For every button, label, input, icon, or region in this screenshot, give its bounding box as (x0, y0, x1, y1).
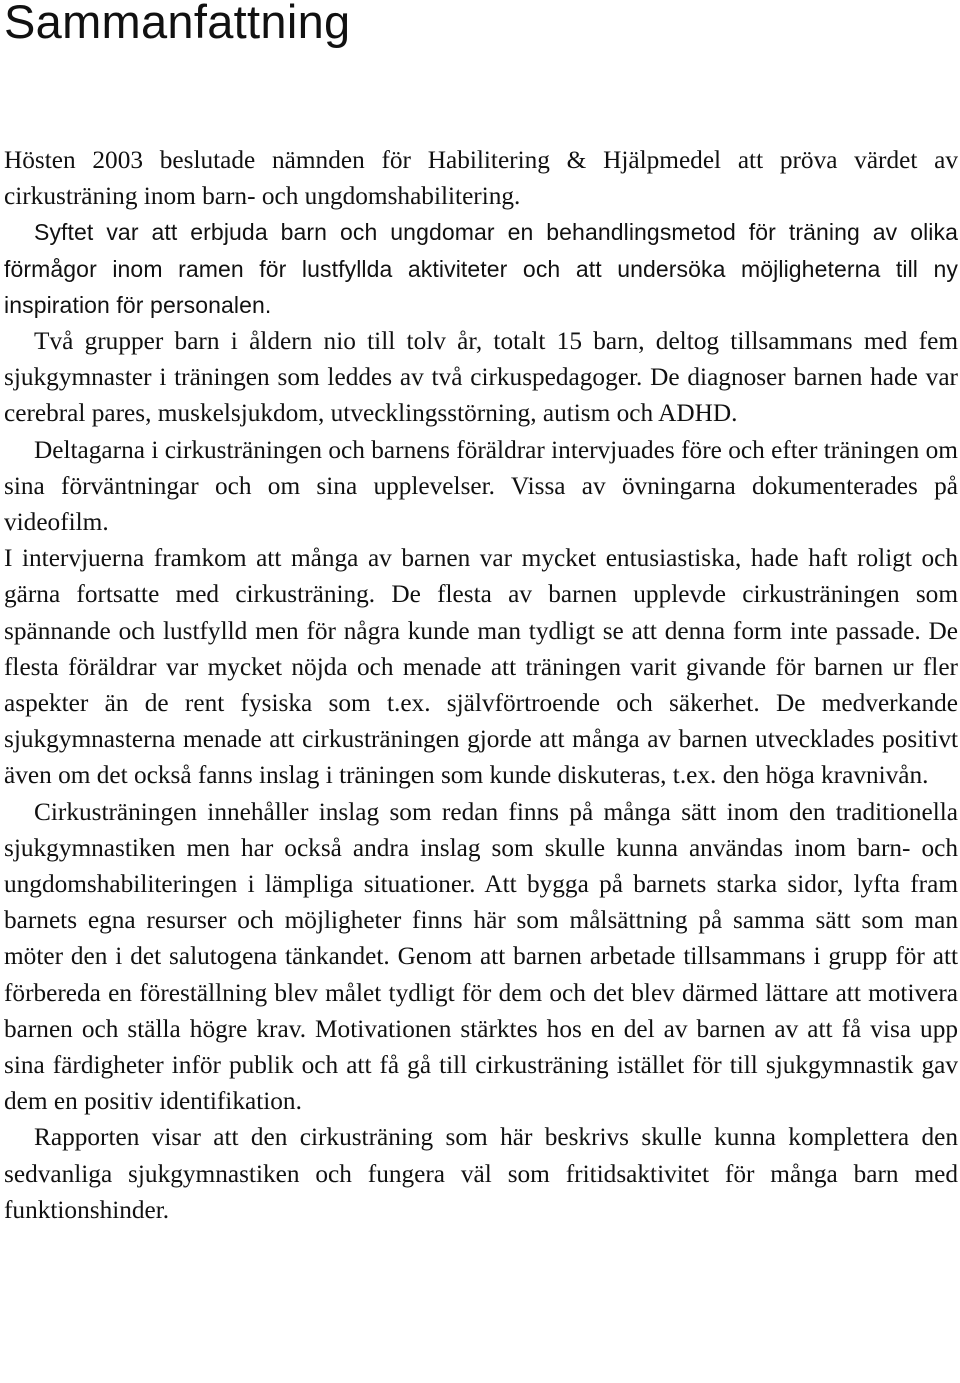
paragraph-discussion: Cirkusträningen innehåller inslag som redan finns på många sätt inom den traditionella sjukgymnastiken men har också andra inslag som skulle kunna användas inom barn- och ungdomshabiliteringen i lämpliga situationer. Att bygga på barnets starka sidor, lyfta fram barnets egna resurser och möjligheter finns här som målsättning på samma sätt som man möter den i det salutogena tänkandet. Genom att barnen arbetade tillsammans i grupp för att förbereda en föreställning blev målet tydligt för dem och det blev därmed lättare att motivera barnen och ställa högre krav. Motivationen stärktes hos en del av barnen av att få visa upp sina färdigheter inför publik och att få gå till cirkusträning istället för till sjukgymnastik gav dem en positiv identifikation. (4, 797, 958, 1116)
paragraph-conclusion: Rapporten visar att den cirkusträning som här beskrivs skulle kunna komplettera den sedvanliga sjukgymnastiken och fungera väl som fritidsaktivitet för många barn med funktionshinder. (4, 1123, 958, 1224)
paragraph-intro: Hösten 2003 beslutade nämnden för Habilitering & Hjälpmedel att pröva värdet av cirkusträning inom barn- och ungdomshabilitering. (4, 146, 958, 211)
paragraph-results: I intervjuerna framkom att många av barnen var mycket entusiastiska, hade haft roligt och gärna fortsatte med cirkusträning. De flesta av barnen upplevde cirkusträningen som spännande och lustfylld men för några kunde man tydligt se att denna form inte passade. De flesta föräldrar var mycket nöjda och menade att träningen varit givande för barnen ur fler aspekter än de rent fysiska som t.ex. självförtroende och säkerhet. De medverkande sjukgymnasterna menade att cirkusträningen gjorde att många av barnen utvecklades positivt även om det också fanns inslag i träningen som kunde diskuteras, t.ex. den höga kravnivån. (4, 544, 958, 790)
page-title: Sammanfattning (4, 0, 351, 48)
summary-body (4, 142, 958, 1228)
document-page (4, 0, 958, 1224)
paragraph-participants: Två grupper barn i åldern nio till tolv år, totalt 15 barn, deltog tillsammans med fem sjukgymnaster i träningen som leddes av två cirkuspedagoger. De diagnoser barnen hade var cerebral pares, muskelsjukdom, utvecklingsstörning, autism och ADHD. (4, 327, 958, 428)
paragraph-interviews: Deltagarna i cirkusträningen och barnens föräldrar intervjuades före och efter träningen om sina förväntningar och om sina upplevelser. Vissa av övningarna dokumenterades på videofilm. (4, 435, 958, 537)
paragraph-purpose: Syftet var att erbjuda barn och ungdomar en behandlingsmetod för träning av olika förmågor inom ramen för lustfyllda aktiviteter och att undersöka möjligheterna till ny inspiration för personalen. (4, 219, 958, 318)
